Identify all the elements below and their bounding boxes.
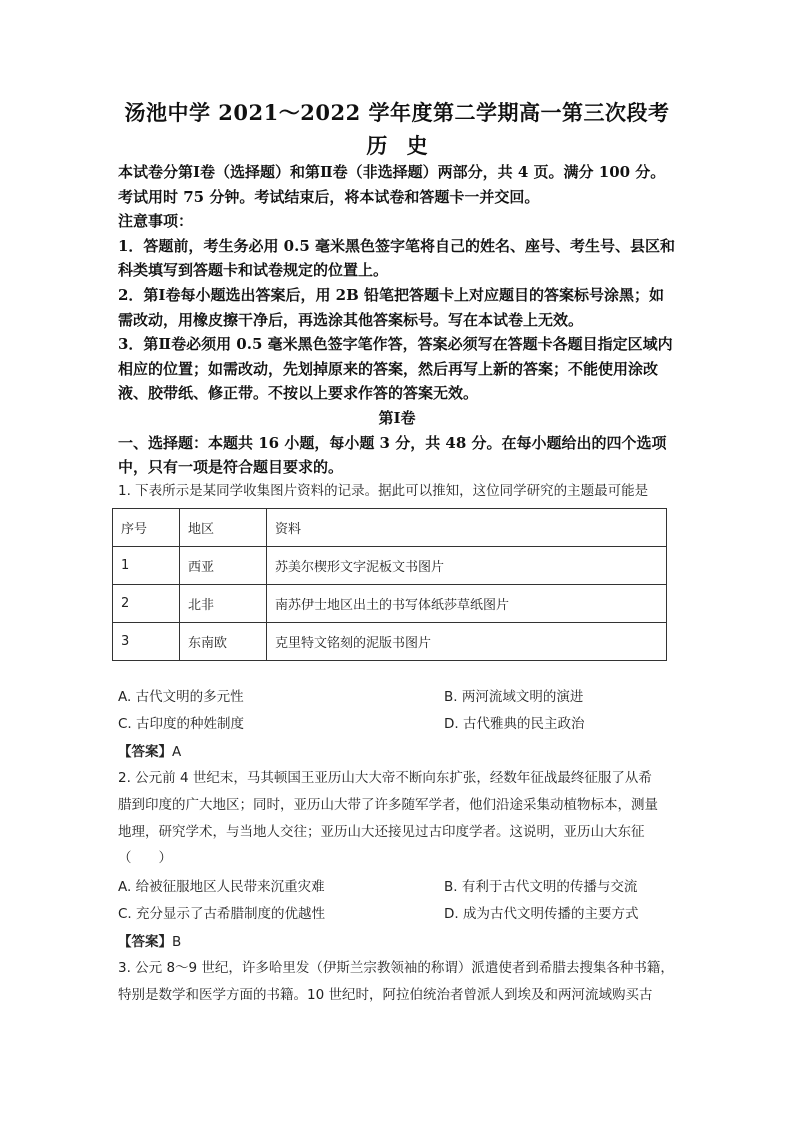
notice-item: 3．第Ⅱ卷必须用 0.5 毫米黑色签字笔作答，答案必须写在答题卡各题目指定区域内相应的位置；如需改动，先划掉原来的答案，然后再写上新的答案；不能使用涂改液、胶带纸、修正带。不按以上要求作答的答案无效。 xyxy=(118,335,673,403)
table-cell: 1 xyxy=(113,547,180,585)
question-1-options xyxy=(118,685,678,738)
section-heading: 第Ⅰ卷 xyxy=(378,409,416,427)
notice-item: 1．答题前，考生务必用 0.5 毫米黑色签字笔将自己的姓名、座号、考生号、县区和科类填写到答题卡和试卷规定的位置上。 xyxy=(118,236,675,280)
table-header: 序号 xyxy=(113,509,180,547)
table-cell: 南苏伊士地区出土的书写体纸莎草纸图片 xyxy=(267,585,667,623)
question-3-stem xyxy=(118,955,678,1009)
question-2-stem xyxy=(118,765,678,872)
stem-line: 2. 公元前 4 世纪末，马其顿国王亚历山大大帝不断向东扩张，经数年征战最终征服了从希 xyxy=(118,770,652,786)
table-cell: 北非 xyxy=(180,585,267,623)
question-1-stem: 1. 下表所示是某同学收集图片资料的记录。据此可以推知，这位同学研究的主题最可能是 xyxy=(118,483,649,499)
section-description: 一、选择题：本题共 16 小题，每小题 3 分，共 48 分。在每小题给出的四个选项中，只有一项是符合题目要求的。 xyxy=(118,434,667,477)
answer-label: 【答案】 xyxy=(118,744,172,760)
stem-line: 地理，研究学术，与当地人交往；亚历山大还接见过古印度学者。这说明，亚历山大东征 xyxy=(118,823,645,840)
stem-line: （ ） xyxy=(118,850,172,867)
table-header: 资料 xyxy=(267,509,667,547)
option-d[interactable]: D. 成为古代文明传播的主要方式 xyxy=(444,905,639,922)
answer-value: A xyxy=(172,744,182,760)
table-cell: 苏美尔楔形文字泥板文书图片 xyxy=(267,547,667,585)
stem-line: 腊到印度的广大地区；同时，亚历山大带了许多随军学者，他们沿途采集动植物标本，测量 xyxy=(118,796,658,813)
exam-title: 汤池中学 2021～2022 学年度第二学期高一第三次段考 xyxy=(124,100,670,125)
subject-char: 历 xyxy=(366,133,388,158)
subject-char: 史 xyxy=(406,133,428,158)
instructions-intro: 本试卷分第Ⅰ卷（选择题）和第Ⅱ卷（非选择题）两部分，共 4 页。满分 100 分。考试用时 75 分钟。考试结束后，将本试卷和答题卡一并交回。 xyxy=(118,163,666,206)
question-1-table xyxy=(112,508,667,661)
table-cell: 克里特文铭刻的泥版书图片 xyxy=(267,623,667,661)
notice-item: 2．第Ⅰ卷每小题选出答案后，用 2B 铅笔把答题卡上对应题目的答案标号涂黑；如需改动，用橡皮擦干净后，再选涂其他答案标号。写在本试卷上无效。 xyxy=(118,285,665,329)
table-row xyxy=(113,585,667,623)
table-cell: 3 xyxy=(113,623,180,661)
question-2-options xyxy=(118,875,678,928)
table-row xyxy=(113,547,667,585)
answer-value: B xyxy=(172,934,182,950)
question-2-answer xyxy=(118,930,181,950)
stem-line: 3. 公元 8～9 世纪，许多哈里发（伊斯兰宗教领袖的称谓）派遣使者到希腊去搜集各种书籍， xyxy=(118,960,674,976)
option-a[interactable]: A. 古代文明的多元性 xyxy=(118,689,244,705)
subject-title xyxy=(0,130,794,160)
table-header: 地区 xyxy=(180,509,267,547)
option-b[interactable]: B. 有利于古代文明的传播与交流 xyxy=(444,879,638,895)
question-1-answer xyxy=(118,740,181,760)
answer-label: 【答案】 xyxy=(118,934,172,950)
instructions xyxy=(118,160,678,406)
option-b[interactable]: B. 两河流域文明的演进 xyxy=(444,689,584,705)
table-header-row xyxy=(113,509,667,547)
notice-label: 注意事项： xyxy=(118,212,194,231)
table-row xyxy=(113,623,667,661)
option-c[interactable]: C. 古印度的种姓制度 xyxy=(118,715,245,732)
option-c[interactable]: C. 充分显示了古希腊制度的优越性 xyxy=(118,905,326,922)
option-d[interactable]: D. 古代雅典的民主政治 xyxy=(444,715,585,732)
option-a[interactable]: A. 给被征服地区人民带来沉重灾难 xyxy=(118,879,325,895)
table-cell: 东南欧 xyxy=(180,623,267,661)
table-cell: 西亚 xyxy=(180,547,267,585)
stem-line: 特别是数学和医学方面的书籍。10 世纪时，阿拉伯统治者曾派人到埃及和两河流域购买古 xyxy=(118,986,653,1003)
table-cell: 2 xyxy=(113,585,180,623)
